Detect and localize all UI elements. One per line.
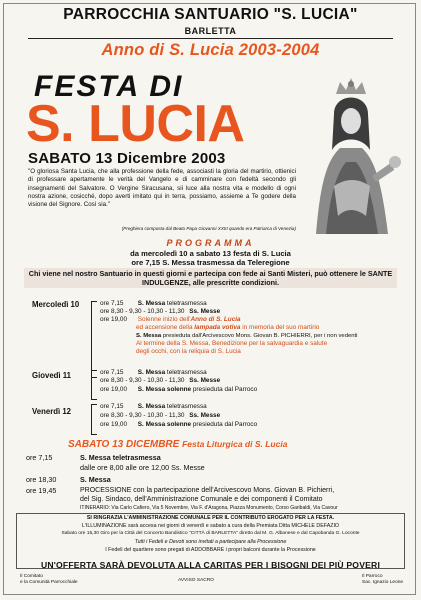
signature-priest-line2: Sac. Ignazio Leone — [362, 580, 404, 585]
city-name: BARLETTA — [184, 26, 237, 36]
schedule-row — [100, 316, 241, 324]
schedule-detail: teletrasmessa — [165, 369, 207, 376]
programme-dates-line — [0, 249, 421, 258]
schedule-detail: teletrasmessa — [165, 300, 207, 307]
day-label-wednesday: Mercoledì 10 — [32, 300, 80, 309]
programme-dates-text: da mercoledì 10 a sabato 13 festa di S. Lucia — [130, 249, 291, 258]
schedule-time: ore 7,15 — [100, 300, 124, 307]
programme-broadcast-text: ore 7,15 S. Messa trasmessa da — [131, 258, 246, 267]
signature-committee — [20, 574, 78, 586]
schedule-time: ore 19,00 — [100, 386, 128, 393]
year-banner: Anno di S. Lucia 2003-2004 — [101, 41, 320, 59]
schedule-detail: in memoria del suo martirio — [240, 324, 320, 331]
schedule-row — [100, 412, 220, 420]
saint-name-heading: S. LUCIA — [26, 95, 245, 153]
signature-committee-line1: Il Comitato — [20, 574, 43, 579]
schedule-time: ore 8,30 - 9,30 - 10,30 - 11,30 — [100, 308, 185, 315]
schedule-event: Ss. Messe — [189, 412, 221, 419]
schedule-time: ore 7,15 — [100, 369, 124, 376]
day-bracket — [91, 301, 97, 378]
feast-time: ore 18,30 — [26, 475, 57, 484]
schedule-time: ore 7,15 — [100, 403, 124, 410]
saint-lucia-statue-image — [296, 66, 406, 236]
day-bracket — [91, 370, 97, 400]
feast-event: S. Messa — [80, 475, 111, 484]
schedule-time: ore 19,00 — [100, 421, 128, 428]
feast-day-subtitle: Festa Liturgica di S. Lucia — [182, 439, 288, 449]
feast-time: ore 19,45 — [26, 486, 57, 495]
feast-event: dalle ore 8,00 alle ore 12,00 Ss. Messe — [80, 463, 205, 472]
feast-day-heading — [68, 439, 287, 450]
schedule-time: ore 19,00 — [100, 316, 128, 323]
schedule-detail: presieduta dal Parroco — [191, 386, 258, 393]
schedule-time: ore 8,30 - 9,30 - 10,30 - 11,30 — [100, 412, 185, 419]
programme-broadcast-line — [0, 258, 421, 267]
footer-thanks: SI RINGRAZIA L'AMMINISTRAZIONE COMUNALE PER IL CONTRIBUTO EROGATO PER LA FESTA. — [86, 515, 335, 521]
schedule-event: Solenne inizio dell' — [137, 316, 191, 323]
schedule-row — [136, 332, 357, 340]
schedule-row — [100, 308, 220, 316]
signature-priest-line1: Il Parroco — [362, 574, 383, 579]
footer-invitation: Tutti i Fedeli e Devoti sono invitati a partecipare alla Processione — [134, 539, 287, 545]
header-divider — [28, 38, 393, 39]
schedule-event: S. Messa — [137, 300, 166, 307]
signature-parish-priest — [362, 574, 403, 586]
sacred-notice-label: AVVISO SACRO — [178, 578, 214, 583]
schedule-detail: presieduta dal Parroco — [191, 421, 258, 428]
schedule-event: Ss. Messe — [189, 377, 221, 384]
indulgence-notice: Chi viene nel nostro Santuario in questi giorni e partecipa con fede ai Santi Misteri, può ottenere le SANTE INDULGENZE, alle prescritte condizioni. — [24, 268, 397, 288]
schedule-event: Ss. Messe — [189, 308, 221, 315]
schedule-row — [100, 403, 207, 411]
prayer-text: "O gloriosa Santa Lucia, che alla professione della fede, associasti la gloria del martirio, ottienici di professare apertamente le verità del Vangelo e di camminare con fedeltà secondo gli insegnamenti del Salvatore. O Vergine Siracusana, sii luce alla nostra vita e modello di ogni nostra azione, cosicché, dopo averti imitato qui in terra, possiamo, assieme a Te godere della visione del Signore. Così sia." — [28, 168, 296, 209]
schedule-event: S. Messa solenne — [137, 386, 192, 393]
schedule-detail: teletrasmessa — [165, 403, 207, 410]
signature-committee-line2: e la Comunità Parrocchiale — [20, 580, 78, 585]
festa-heading: FESTA DI — [34, 70, 184, 103]
schedule-event: S. Messa — [137, 369, 166, 376]
feast-time: ore 7,15 — [26, 453, 53, 462]
schedule-detail: degli occhi, con la reliquia di S. Lucia — [136, 348, 241, 355]
schedule-event-highlight: lampada votiva — [194, 324, 241, 331]
charity-offering-banner: UN'OFFERTA SARÀ DEVOLUTA ALLA CARITAS PER I BISOGNI DEI PIÙ POVERI — [40, 560, 381, 570]
footer-band-concert: Sabato ore 15,30 Giro per la Città del Concerto Bandistico "CITTÀ di BARLETTA" diretto dal M. G. Albanese e dal Capobanda G. Loconte — [61, 531, 360, 536]
schedule-detail: presieduta dall'Arcivescovo Mons. Giovan B. PICHIERRI, per i non vedenti — [161, 333, 358, 339]
footer-illumination: L'ILLUMINAZIONE sarà accesa nei giorni di venerdì e sabato a cura della Premiata Ditta MICHELE DEFAZIO — [81, 523, 340, 529]
parish-title: PARROCCHIA SANTUARIO "S. LUCIA" — [63, 6, 358, 23]
schedule-time: ore 8,30 - 9,30 - 10,30 - 11,30 — [100, 377, 185, 384]
day-bracket — [91, 404, 97, 435]
feast-event: PROCESSIONE con la partecipazione dell'Arcivescovo Mons. Giovan B. Pichierri, — [80, 487, 335, 494]
schedule-row — [136, 348, 241, 356]
day-label-thursday: Giovedì 11 — [32, 371, 72, 380]
schedule-row — [100, 300, 207, 308]
schedule-row — [136, 324, 319, 332]
procession-route: ITINERARIO: Via Carlo Cafiero, Via 5 Novembre, Via F. d'Aragona, Piazza Monumento, Corso Garibaldi, Via Cavour — [80, 505, 338, 511]
footer-decorate-balconies: I Fedeli del quartiere sono pregati di ADDOBBARE i propri balconi durante la Processione — [105, 547, 316, 553]
event-date: SABATO 13 Dicembre 2003 — [28, 150, 226, 167]
schedule-event: S. Messa — [136, 333, 162, 339]
programme-broadcast-channel: Teleregione — [247, 258, 290, 267]
prayer-attribution: (Preghiera composta dal Beato Papa Giovanni XXIII quando era Patriarca di Venezia) — [121, 226, 296, 231]
schedule-event: S. Messa solenne — [137, 421, 192, 428]
feast-event: del Sig. Sindaco, dell'Amministrazione Comunale e dei componenti il Comitato — [80, 496, 323, 503]
schedule-event-highlight: Anno di S. Lucia — [190, 316, 241, 323]
programme-heading: PROGRAMMA — [166, 238, 255, 248]
schedule-row — [100, 386, 257, 394]
schedule-row — [136, 340, 327, 348]
schedule-event: S. Messa — [137, 403, 166, 410]
schedule-row — [100, 421, 257, 429]
schedule-row — [100, 377, 220, 385]
schedule-row — [100, 369, 207, 377]
schedule-detail: ed accensione della — [136, 324, 193, 331]
feast-day-title: SABATO 13 DICEMBRE — [68, 439, 180, 450]
day-label-friday: Venerdì 12 — [32, 407, 72, 416]
schedule-detail: Al termine della S. Messa, Benedizione per la salvaguardia e salute — [136, 340, 328, 347]
feast-event: S. Messa teletrasmessa — [80, 453, 161, 462]
